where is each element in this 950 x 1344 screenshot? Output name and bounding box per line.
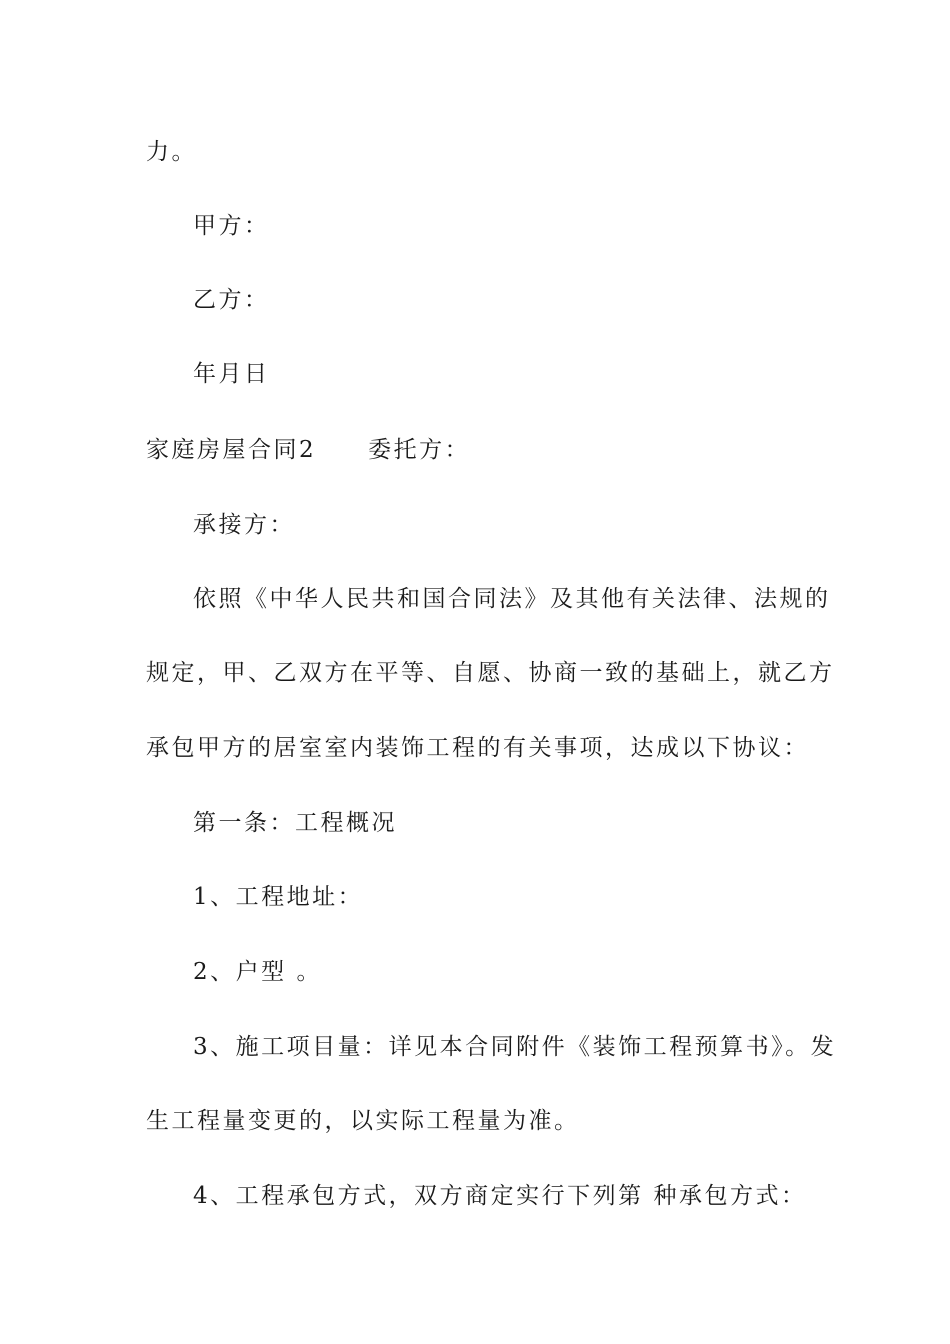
section-title: 家庭房屋合同2 <box>146 437 317 463</box>
item-work-quantity-continued: 生工程量变更的，以实际工程量为准。 <box>146 1108 580 1134</box>
party-b-label: 乙方： <box>193 287 270 313</box>
item-contract-method: 4、工程承包方式，双方商定实行下列第 种承包方式： <box>193 1183 807 1209</box>
text-line <box>0 359 950 389</box>
text-line <box>0 211 950 241</box>
preamble-line-1: 依照《中华人民共和国合同法》及其他有关法律、法规的 <box>193 586 831 612</box>
item-address: 1、工程地址： <box>193 884 364 910</box>
text-line <box>0 733 950 763</box>
text-line <box>0 1032 950 1062</box>
text-line <box>0 957 950 987</box>
preamble-line-3: 承包甲方的居室室内装饰工程的有关事项，达成以下协议： <box>146 735 809 761</box>
date-label: 年月日 <box>193 361 270 387</box>
text-line <box>0 1106 950 1136</box>
text-line <box>0 435 950 465</box>
text-line <box>0 137 950 167</box>
preamble-line-2: 规定，甲、乙双方在平等、自愿、协商一致的基础上，就乙方 <box>146 660 835 686</box>
contractor-label: 承接方： <box>193 512 295 538</box>
item-work-quantity: 3、施工项目量：详见本合同附件《装饰工程预算书》。发 <box>193 1034 837 1060</box>
text-line <box>0 882 950 912</box>
text-line <box>0 808 950 838</box>
text-line <box>0 1181 950 1211</box>
party-a-label: 甲方： <box>193 213 270 239</box>
client-label: 委托方： <box>368 437 471 463</box>
text-line <box>0 658 950 688</box>
text-line <box>0 285 950 315</box>
text-line <box>0 584 950 614</box>
text-line <box>0 510 950 540</box>
article-heading: 第一条：工程概况 <box>193 810 397 836</box>
item-unit-type: 2、户型 。 <box>193 959 322 985</box>
paragraph-continuation: 力。 <box>146 139 197 165</box>
